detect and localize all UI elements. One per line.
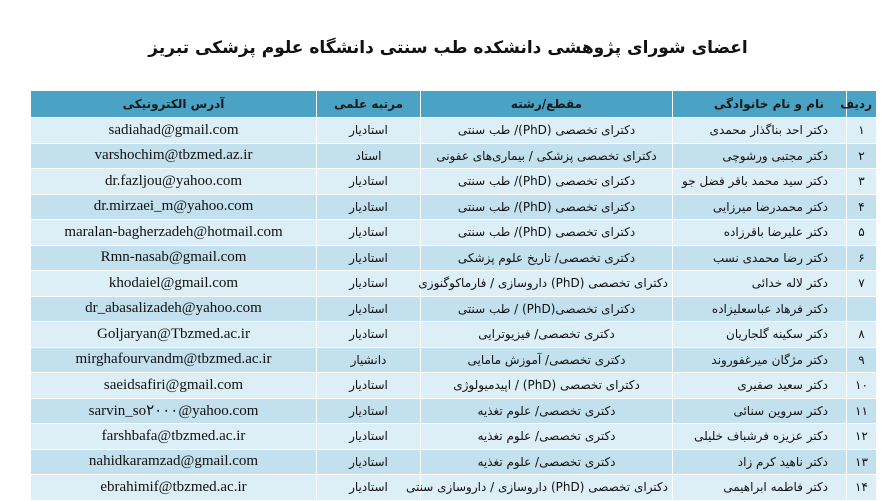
row-number: ۱۱	[847, 398, 877, 424]
degree-field: دکترای تخصصی (PhD) داروسازی / فارماکوگنوزی	[421, 271, 673, 297]
table-row	[31, 475, 877, 501]
email-address[interactable]: maralan-bagherzadeh@hotmail.com	[31, 220, 317, 246]
email-address[interactable]: sarvin_so۲۰۰۰@yahoo.com	[31, 398, 317, 424]
email-address[interactable]: ebrahimif@tbzmed.ac.ir	[31, 475, 317, 501]
member-name: دکتر علیرضا باقرزاده	[673, 220, 847, 246]
member-name: دکتر مژگان میرغفوروند	[673, 347, 847, 373]
degree-field: دکتری تخصصی/ فیزیوترایی	[421, 322, 673, 348]
table-row	[31, 449, 877, 475]
row-number: ۱	[847, 118, 877, 144]
degree-field: دکتری تخصصی/ آموزش مامایی	[421, 347, 673, 373]
academic-rank: استادیار	[317, 118, 421, 144]
table-row	[31, 322, 877, 348]
email-address[interactable]: Rmn-nasab@gmail.com	[31, 245, 317, 271]
row-number: ۳	[847, 169, 877, 195]
row-number: ۱۳	[847, 449, 877, 475]
member-name: دکتر سروین سنائی	[673, 398, 847, 424]
row-number: ۴	[847, 194, 877, 220]
degree-field: دکترای تخصصی(PhD) / طب سنتی	[421, 296, 673, 322]
row-number: ۲	[847, 143, 877, 169]
row-number: ۸	[847, 322, 877, 348]
member-name: دکتر مجتبی ورشوچی	[673, 143, 847, 169]
row-number: ۶	[847, 245, 877, 271]
academic-rank: استادیار	[317, 271, 421, 297]
member-name: دکتر فرهاد عباسعلیزاده	[673, 296, 847, 322]
member-name: دکتر سکینه گلجاریان	[673, 322, 847, 348]
table-header-row	[31, 91, 877, 118]
academic-rank: دانشیار	[317, 347, 421, 373]
degree-field: دکترای تخصصی (PhD)/ طب سنتی	[421, 169, 673, 195]
degree-field: دکترای تخصصی (PhD) / اپیدمیولوژی	[421, 373, 673, 399]
table-row	[31, 424, 877, 450]
email-address[interactable]: varshochim@tbzmed.az.ir	[31, 143, 317, 169]
row-number: ۹	[847, 347, 877, 373]
degree-field: دکترای تخصصی پزشکی / بیماری‌های عفونی	[421, 143, 673, 169]
header-email: آدرس الکترونیکی	[31, 91, 317, 118]
academic-rank: استادیار	[317, 475, 421, 501]
academic-rank: استادیار	[317, 220, 421, 246]
member-name: دکتر ناهید کرم زاد	[673, 449, 847, 475]
member-name: دکتر سید محمد باقر فضل جو	[673, 169, 847, 195]
email-address[interactable]: dr.mirzaei_m@yahoo.com	[31, 194, 317, 220]
table-row	[31, 118, 877, 144]
member-name: دکتر محمدرضا میرزایی	[673, 194, 847, 220]
academic-rank: استادیار	[317, 245, 421, 271]
email-address[interactable]: sadiahad@gmail.com	[31, 118, 317, 144]
member-name: دکتر احد بناگذار محمدی	[673, 118, 847, 144]
academic-rank: استادیار	[317, 322, 421, 348]
degree-field: دکترای تخصصی (PhD)/ طب سنتی	[421, 220, 673, 246]
header-row-number: ردیف	[847, 91, 877, 118]
academic-rank: استادیار	[317, 169, 421, 195]
table-row	[31, 194, 877, 220]
degree-field: دکترای تخصصی (PhD) داروسازی / داروسازی سنتی	[421, 475, 673, 501]
academic-rank: استادیار	[317, 194, 421, 220]
email-address[interactable]: khodaiel@gmail.com	[31, 271, 317, 297]
email-address[interactable]: Goljaryan@Tbzmed.ac.ir	[31, 322, 317, 348]
academic-rank: استادیار	[317, 373, 421, 399]
table-row	[31, 143, 877, 169]
table-row	[31, 220, 877, 246]
member-name: دکتر رضا محمدی نسب	[673, 245, 847, 271]
degree-field: دکترای تخصصی (PhD)/ طب سنتی	[421, 194, 673, 220]
row-number	[847, 296, 877, 322]
email-address[interactable]: mirghafourvandm@tbzmed.ac.ir	[31, 347, 317, 373]
email-address[interactable]: dr_abasalizadeh@yahoo.com	[31, 296, 317, 322]
member-name: دکتر سعید صفیری	[673, 373, 847, 399]
member-name: دکتر عزیزه فرشباف خلیلی	[673, 424, 847, 450]
table-row	[31, 373, 877, 399]
header-degree: مقطع/رشته	[421, 91, 673, 118]
table-row	[31, 296, 877, 322]
email-address[interactable]: saeidsafiri@gmail.com	[31, 373, 317, 399]
table-row	[31, 347, 877, 373]
academic-rank: استاد	[317, 143, 421, 169]
degree-field: دکتری تخصصی/ علوم تغذیه	[421, 398, 673, 424]
academic-rank: استادیار	[317, 296, 421, 322]
table-row	[31, 245, 877, 271]
table-row	[31, 271, 877, 297]
row-number: ۷	[847, 271, 877, 297]
table-body	[31, 118, 877, 501]
academic-rank: استادیار	[317, 449, 421, 475]
members-table	[30, 90, 877, 501]
row-number: ۱۲	[847, 424, 877, 450]
academic-rank: استادیار	[317, 398, 421, 424]
degree-field: دکتری تخصصی/ تاریخ علوم پزشکی	[421, 245, 673, 271]
table-row	[31, 169, 877, 195]
email-address[interactable]: nahidkaramzad@gmail.com	[31, 449, 317, 475]
email-address[interactable]: farshbafa@tbzmed.ac.ir	[31, 424, 317, 450]
degree-field: دکتری تخصصی/ علوم تغذیه	[421, 449, 673, 475]
member-name: دکتر فاطمه ابراهیمی	[673, 475, 847, 501]
header-name: نام و نام خانوادگی	[673, 91, 847, 118]
academic-rank: استادیار	[317, 424, 421, 450]
row-number: ۵	[847, 220, 877, 246]
table-row	[31, 398, 877, 424]
member-name: دکتر لاله خدائی	[673, 271, 847, 297]
row-number: ۱۰	[847, 373, 877, 399]
header-rank: مرتبه علمی	[317, 91, 421, 118]
email-address[interactable]: dr.fazljou@yahoo.com	[31, 169, 317, 195]
degree-field: دکتری تخصصی/ علوم تغذیه	[421, 424, 673, 450]
row-number: ۱۴	[847, 475, 877, 501]
page-title: اعضای شورای پژوهشی دانشکده طب سنتی دانشگاه علوم پزشکی تبریز	[148, 38, 748, 58]
degree-field: دکترای تخصصی (PhD)/ طب سنتی	[421, 118, 673, 144]
